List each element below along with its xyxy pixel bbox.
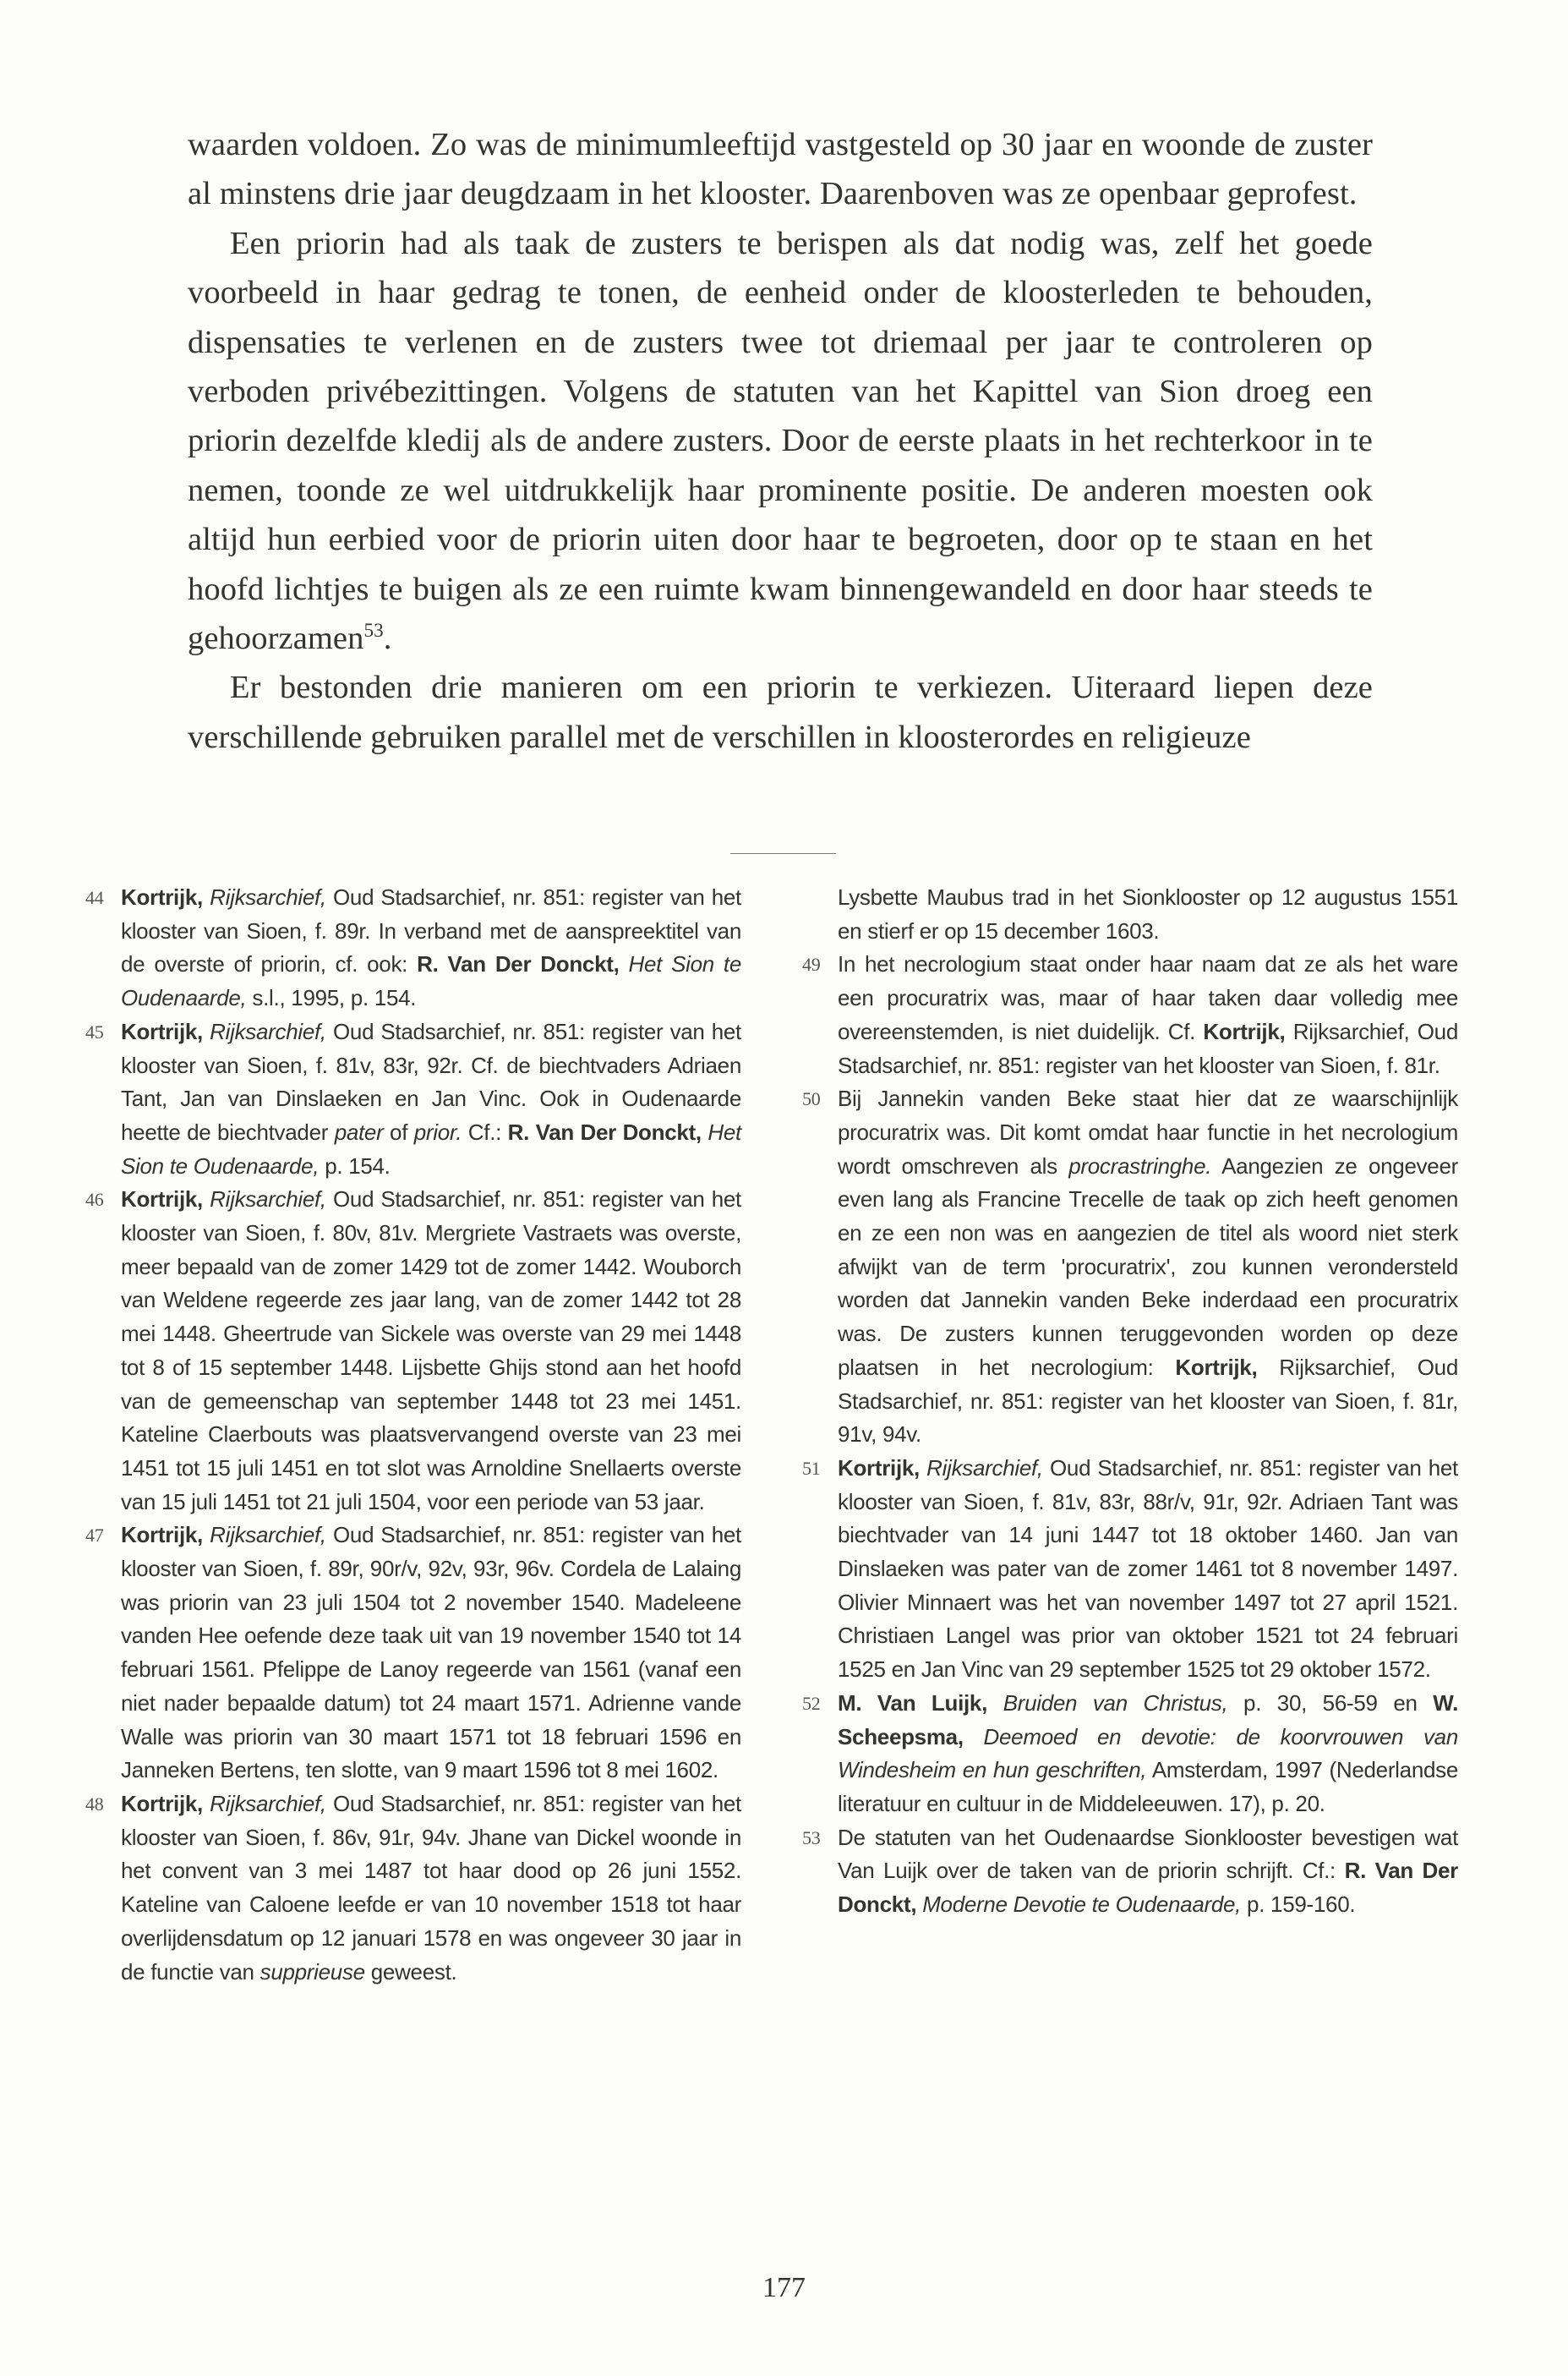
footnote-text: R. Van Der Donckt,: [507, 1119, 702, 1145]
footnote-text: Oud Stadsarchief, nr. 851: register van het klooster van Sioen, f. 81v, 83r, 92r. Cf. de biechtvaders Adriaen Tant, Jan van Dinslaeken en Jan Vinc. Ook in Oudenaarde heette de biechtvader: [121, 1018, 741, 1145]
footnote-number: 50: [802, 1088, 821, 1110]
paragraph-text: .: [383, 621, 392, 657]
footnote-text: Het Sion te Oudenaarde,: [121, 951, 741, 1011]
footnote-number: 46: [85, 1189, 104, 1211]
footnote-text: geweest.: [364, 1958, 457, 1985]
footnote-text: De statuten van het Oudenaardse Sionklooster bevestigen wat Van Luijk over de taken van de priorin schrijft. Cf.:: [838, 1824, 1458, 1884]
footnote-number: 44: [85, 887, 104, 908]
footnote-52: [802, 1687, 1458, 1821]
footnote-48: [85, 1787, 741, 1989]
footnote-50: [802, 1082, 1458, 1452]
footnote-text: R. Van Der Donckt,: [417, 951, 620, 977]
footnote-text: Kortrijk,: [1175, 1354, 1258, 1380]
page-number: 177: [762, 2272, 806, 2303]
footnote-48-continued: [802, 881, 1458, 948]
footnote-text: Bruiden van Christus,: [1003, 1689, 1228, 1716]
paragraph: [188, 219, 1373, 664]
footnote-number: 45: [85, 1021, 104, 1043]
footnote-text: In het necrologium staat onder haar naam dat ze als het ware een procuratrix was, maar of haar taken daar volledig mee overeenstemden, is niet duidelijk. Cf.: [838, 951, 1458, 1044]
footnote-47: [85, 1519, 741, 1787]
footnote-ref: 53: [363, 619, 384, 642]
footnote-text: Oud Stadsarchief, nr. 851: register van het klooster van Sioen, f. 86v, 91r, 94v. Jhane van Dickel woonde in het convent van 3 mei 1487 tot haar dood op 26 juni 1552. Kateline van Caloene leefde er van 10 november 1518 tot haar overlijdensdatum op 12 januari 1578 en was ongeveer 30 jaar in de functie van: [121, 1790, 741, 1985]
footnote-text: Rijksarchief, Oud Stadsarchief, nr. 851: register van het klooster van Sioen, f. 81r, 91v, 94v.: [838, 1354, 1458, 1448]
footnote-text: Kortrijk,: [121, 1186, 203, 1213]
paragraph: Er bestonden drie manieren om een priorin te verkiezen. Uiteraard liepen deze verschillende gebruiken parallel met de verschillen in kloosterordes en religieuze: [188, 670, 1373, 755]
footnote-text: Rijksarchief,: [210, 1522, 326, 1548]
footnote-text: Rijksarchief,: [210, 1186, 326, 1213]
footnote-text: of: [383, 1119, 414, 1145]
footnote-text: Kortrijk,: [1203, 1018, 1286, 1044]
footnote-text: Aangezien ze ongeveer even lang als Francine Trecelle de taak op zich heeft genomen en ze een non was en aangezien de titel als woord niet sterk afwijkt van de term 'procuratrix', zou kunnen verondersteld worden dat Jannekin vanden Beke inderdaad een procuratrix was. De zusters kunnen teruggevonden worden op deze plaatsen in het necrologium:: [838, 1152, 1458, 1380]
paragraph-text: Een priorin had als taak de zusters te berispen als dat nodig was, zelf het goede voorbeeld in haar gedrag te tonen, de eenheid onder de kloosterleden te behouden, dispensaties te verlenen en de zusters twee tot driemaal per jaar te controleren op verboden privébezittingen. Volgens de statuten van het Kapittel van Sion droeg een priorin dezelfde kledij als de andere zusters. Door de eerste plaats in het rechterkoor in te nemen, toonde ze wel uitdrukkelijk haar prominente positie. De anderen moesten ook altijd hun eerbied voor de priorin uiten door haar te begroeten, door op te staan en het hoofd lichtjes te buigen als ze een ruimte kwam binnengewandeld en door haar steeds te gehoorzamen: [188, 225, 1373, 657]
footnote-text: Cf.:: [462, 1119, 508, 1145]
footnote-text: procrastringhe.: [1068, 1152, 1212, 1179]
footnote-text: Rijksarchief, Oud Stadsarchief, nr. 851: register van het klooster van Sioen, f. 81r.: [838, 1018, 1458, 1078]
footnote-number: 47: [85, 1525, 104, 1547]
footnote-text: Kortrijk,: [121, 1522, 203, 1548]
footnote-44: [85, 881, 741, 1016]
footnote-text: Rijksarchief,: [210, 884, 326, 910]
footnote-separator: [730, 853, 836, 854]
footnote-text: p. 159-160.: [1241, 1891, 1356, 1918]
footnote-text: pater: [334, 1119, 384, 1145]
footnote-text: Rijksarchief,: [926, 1454, 1043, 1481]
paragraph: waarden voldoen. Zo was de minimumleeftijd vastgesteld op 30 jaar en woonde de zuster al minstens drie jaar deugdzaam in het klooster. Daarenboven was ze openbaar geprofest.: [188, 127, 1373, 212]
footnote-text: prior.: [413, 1119, 462, 1145]
footnote-text: Het Sion te Oudenaarde,: [121, 1119, 741, 1179]
footnote-text: Moderne Devotie te Oudenaarde,: [922, 1891, 1242, 1918]
footnote-53: [802, 1821, 1458, 1922]
footnote-text: p. 154.: [319, 1152, 391, 1179]
footnote-number: 49: [802, 954, 821, 976]
footnote-text: R. Van Der Donckt,: [838, 1858, 1458, 1918]
footnote-number: 52: [802, 1692, 821, 1714]
main-text: [188, 120, 1373, 762]
footnote-number: 53: [802, 1826, 821, 1848]
footnote-text: p. 30, 56-59 en: [1227, 1689, 1434, 1716]
footnote-text: Lysbette Maubus trad in het Sionklooster op 12 augustus 1551 en stierf er op 15 december 1603.: [838, 884, 1458, 944]
footnote-text: Oud Stadsarchief, nr. 851: register van het klooster van Sioen, f. 89r, 90r/v, 92v, 93r, 96v. Cordela de Lalaing was priorin van 23 juli 1504 tot 2 november 1540. Madeleene vanden Hee oefende deze taak uit van 19 november 1540 tot 14 februari 1561. Pfelippe de Lanoy regeerde van 1561 (vanaf een niet nader bepaalde datum) tot 24 maart 1571. Adrienne vande Walle was priorin van 30 maart 1571 tot 18 februari 1596 en Janneken Bertens, ten slotte, van 9 maart 1596 tot 8 mei 1602.: [121, 1522, 741, 1783]
footnote-text: Rijksarchief,: [210, 1790, 326, 1816]
footnote-text: Amsterdam, 1997 (Nederlandse literatuur en cultuur in de Middeleeuwen. 17), p. 20.: [838, 1757, 1458, 1816]
footnote-number: 51: [802, 1457, 821, 1479]
footnote-text: Rijksarchief,: [210, 1018, 326, 1044]
footnote-text: M. Van Luijk,: [838, 1689, 988, 1716]
footnote-text: Kortrijk,: [838, 1454, 920, 1481]
footnote-text: s.l., 1995, p. 154.: [246, 985, 417, 1011]
footnote-text: Oud Stadsarchief, nr. 851: register van het klooster van Sioen, f. 81v, 83r, 88r/v, 91r, 92r. Adriaen Tant was biechtvader van 14 juni 1447 tot 18 oktober 1460. Jan van Dinslaeken was pater van de zomer 1461 tot 8 november 1497. Olivier Minnaert was het van november 1497 tot 27 april 1521. Christiaen Langel was prior van oktober 1521 tot 24 februari 1525 en Jan Vinc van 29 september 1525 tot 29 oktober 1572.: [838, 1454, 1458, 1683]
footnote-51: [802, 1452, 1458, 1687]
footnote-text: Deemoed en devotie: de koorvrouwen van Windesheim en hun geschriften,: [838, 1723, 1458, 1783]
footnote-text: supprieuse: [260, 1958, 365, 1985]
footnote-49: [802, 948, 1458, 1082]
footnote-text: Oud Stadsarchief, nr. 851: register van het klooster van Sioen, f. 80v, 81v. Mergriete Vastraets was overste, meer bepaald van de zomer 1429 tot de zomer 1442. Wouborch van Weldene regeerde zes jaar lang, van de zomer 1442 tot 28 mei 1448. Gheertrude van Sickele was overste van 29 mei 1448 tot 8 of 15 september 1448. Lijsbette Ghijs stond aan het hoofd van de gemeenschap van september 1448 tot 23 mei 1451. Kateline Claerbouts was plaatsvervangend overste van 23 mei 1451 tot 15 juli 1451 en tot slot was Arnoldine Snellaerts overste van 15 juli 1451 tot 21 juli 1504, voor een periode van 53 jaar.: [121, 1186, 741, 1514]
footnote-text: Bij Jannekin vanden Beke staat hier dat ze waarschijnlijk procuratrix was. Dit komt omdat haar functie in het necrologium wordt omschreven als: [838, 1086, 1458, 1179]
footnote-text: Oud Stadsarchief, nr. 851: register van het klooster van Sioen, f. 89r. In verband met de aanspreektitel van de overste of priorin, cf. ook:: [121, 884, 741, 977]
footnotes-left-column: [85, 881, 741, 1989]
footnotes-right-column: [802, 881, 1458, 1922]
footnote-text: Kortrijk,: [121, 884, 203, 910]
footnote-number: 48: [85, 1793, 104, 1815]
footnote-text: Kortrijk,: [121, 1018, 203, 1044]
footnote-text: Kortrijk,: [121, 1790, 203, 1816]
footnote-text: W. Scheepsma,: [838, 1689, 1459, 1749]
footnote-46: [85, 1183, 741, 1519]
footnote-45: [85, 1016, 741, 1184]
